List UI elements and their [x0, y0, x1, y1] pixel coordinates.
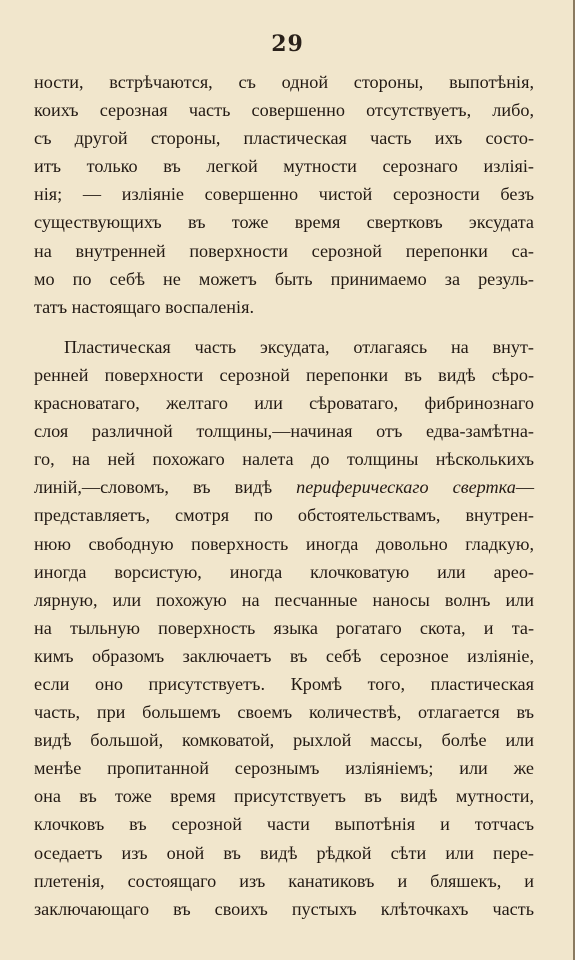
text-line: татъ настоящаго воспаленія.	[34, 296, 254, 317]
paragraph-1	[34, 68, 534, 321]
text-line: если оно присутствуетъ. Кромѣ того, пластическая	[34, 673, 534, 694]
text-line: съ другой стороны, пластическая часть ихъ состо-	[34, 128, 534, 149]
text-line: Пластическая часть эксудата, отлагаясь на внут-	[64, 336, 534, 357]
text-line: кимъ образомъ заключаетъ въ себѣ серозное изліяніе,	[34, 645, 534, 666]
body-text	[34, 68, 534, 923]
text-line: го, на ней похожаго налета до толщины нѣсколькихъ	[34, 449, 534, 470]
text-line: представляетъ, смотря по обстоятельствамъ, внутрен-	[34, 505, 534, 526]
text-line: заключающаго въ своихъ пустыхъ клѣточкахъ часть	[34, 898, 534, 919]
text-line: ности, встрѣчаются, съ одной стороны, выпотѣнія,	[34, 72, 534, 92]
paragraph-2	[34, 333, 534, 923]
text-line: часть, при большемъ своемъ количествѣ, отлагается въ	[34, 702, 534, 723]
text-line-mixed	[34, 473, 534, 501]
text-line: итъ только въ легкой мутности сeрознаго изліяi-	[34, 156, 534, 177]
paragraph-spacer	[34, 321, 534, 333]
text-line: оседаетъ изъ оной въ видѣ рѣдкой сѣти или пере-	[34, 842, 534, 863]
text-line: нюю свободную поверхность иногда довольно гладкую,	[34, 533, 534, 554]
text-line: коихъ серозная часть совершенно отсутствуетъ, либо,	[34, 100, 534, 121]
text-line: менѣе пропитанной серознымъ изліяніемъ; или же	[34, 758, 534, 779]
text-segment: линій,—словомъ, въ видѣ	[34, 477, 297, 498]
text-line: слоя различной толщины,—начиная отъ едва-замѣтна-	[34, 421, 534, 442]
text-line: красноватаго, желтаго или сѣроватаго, фибринознаго	[34, 393, 534, 414]
italic-term: периферическаго свертка	[296, 477, 516, 498]
text-line: лярную, или похожую на песчанные наносы волнъ или	[34, 589, 534, 610]
text-line: существующихъ въ тоже время свертковъ эксудата	[34, 212, 534, 233]
text-line: мо по себѣ не можетъ быть принимаемо за резуль-	[34, 268, 534, 289]
text-line: видѣ большой, комковатой, рыхлой массы, болѣе или	[34, 730, 534, 751]
text-line: на тыльную поверхность языка рогатаго скота, и та-	[34, 617, 534, 638]
text-line: нія; — изліяніе совершенно чистой серозности безъ	[34, 184, 534, 205]
text-line: клочковъ въ серозной части выпотѣнія и тотчасъ	[34, 814, 534, 835]
page-number: 29	[271, 31, 304, 57]
text-line: она въ тоже время присутствуетъ въ видѣ мутности,	[34, 786, 534, 807]
text-line: ренней поверхности серозной перепонки въ видѣ сѣро-	[34, 364, 534, 385]
text-segment: —	[515, 477, 535, 498]
text-line: на внутренней поверхности серозной перепонки са-	[34, 240, 534, 261]
text-line: плетенія, состоящаго изъ канатиковъ и бляшекъ, и	[34, 870, 534, 891]
text-line: иногда ворсистую, иногда клочковатую или арео-	[34, 561, 534, 582]
